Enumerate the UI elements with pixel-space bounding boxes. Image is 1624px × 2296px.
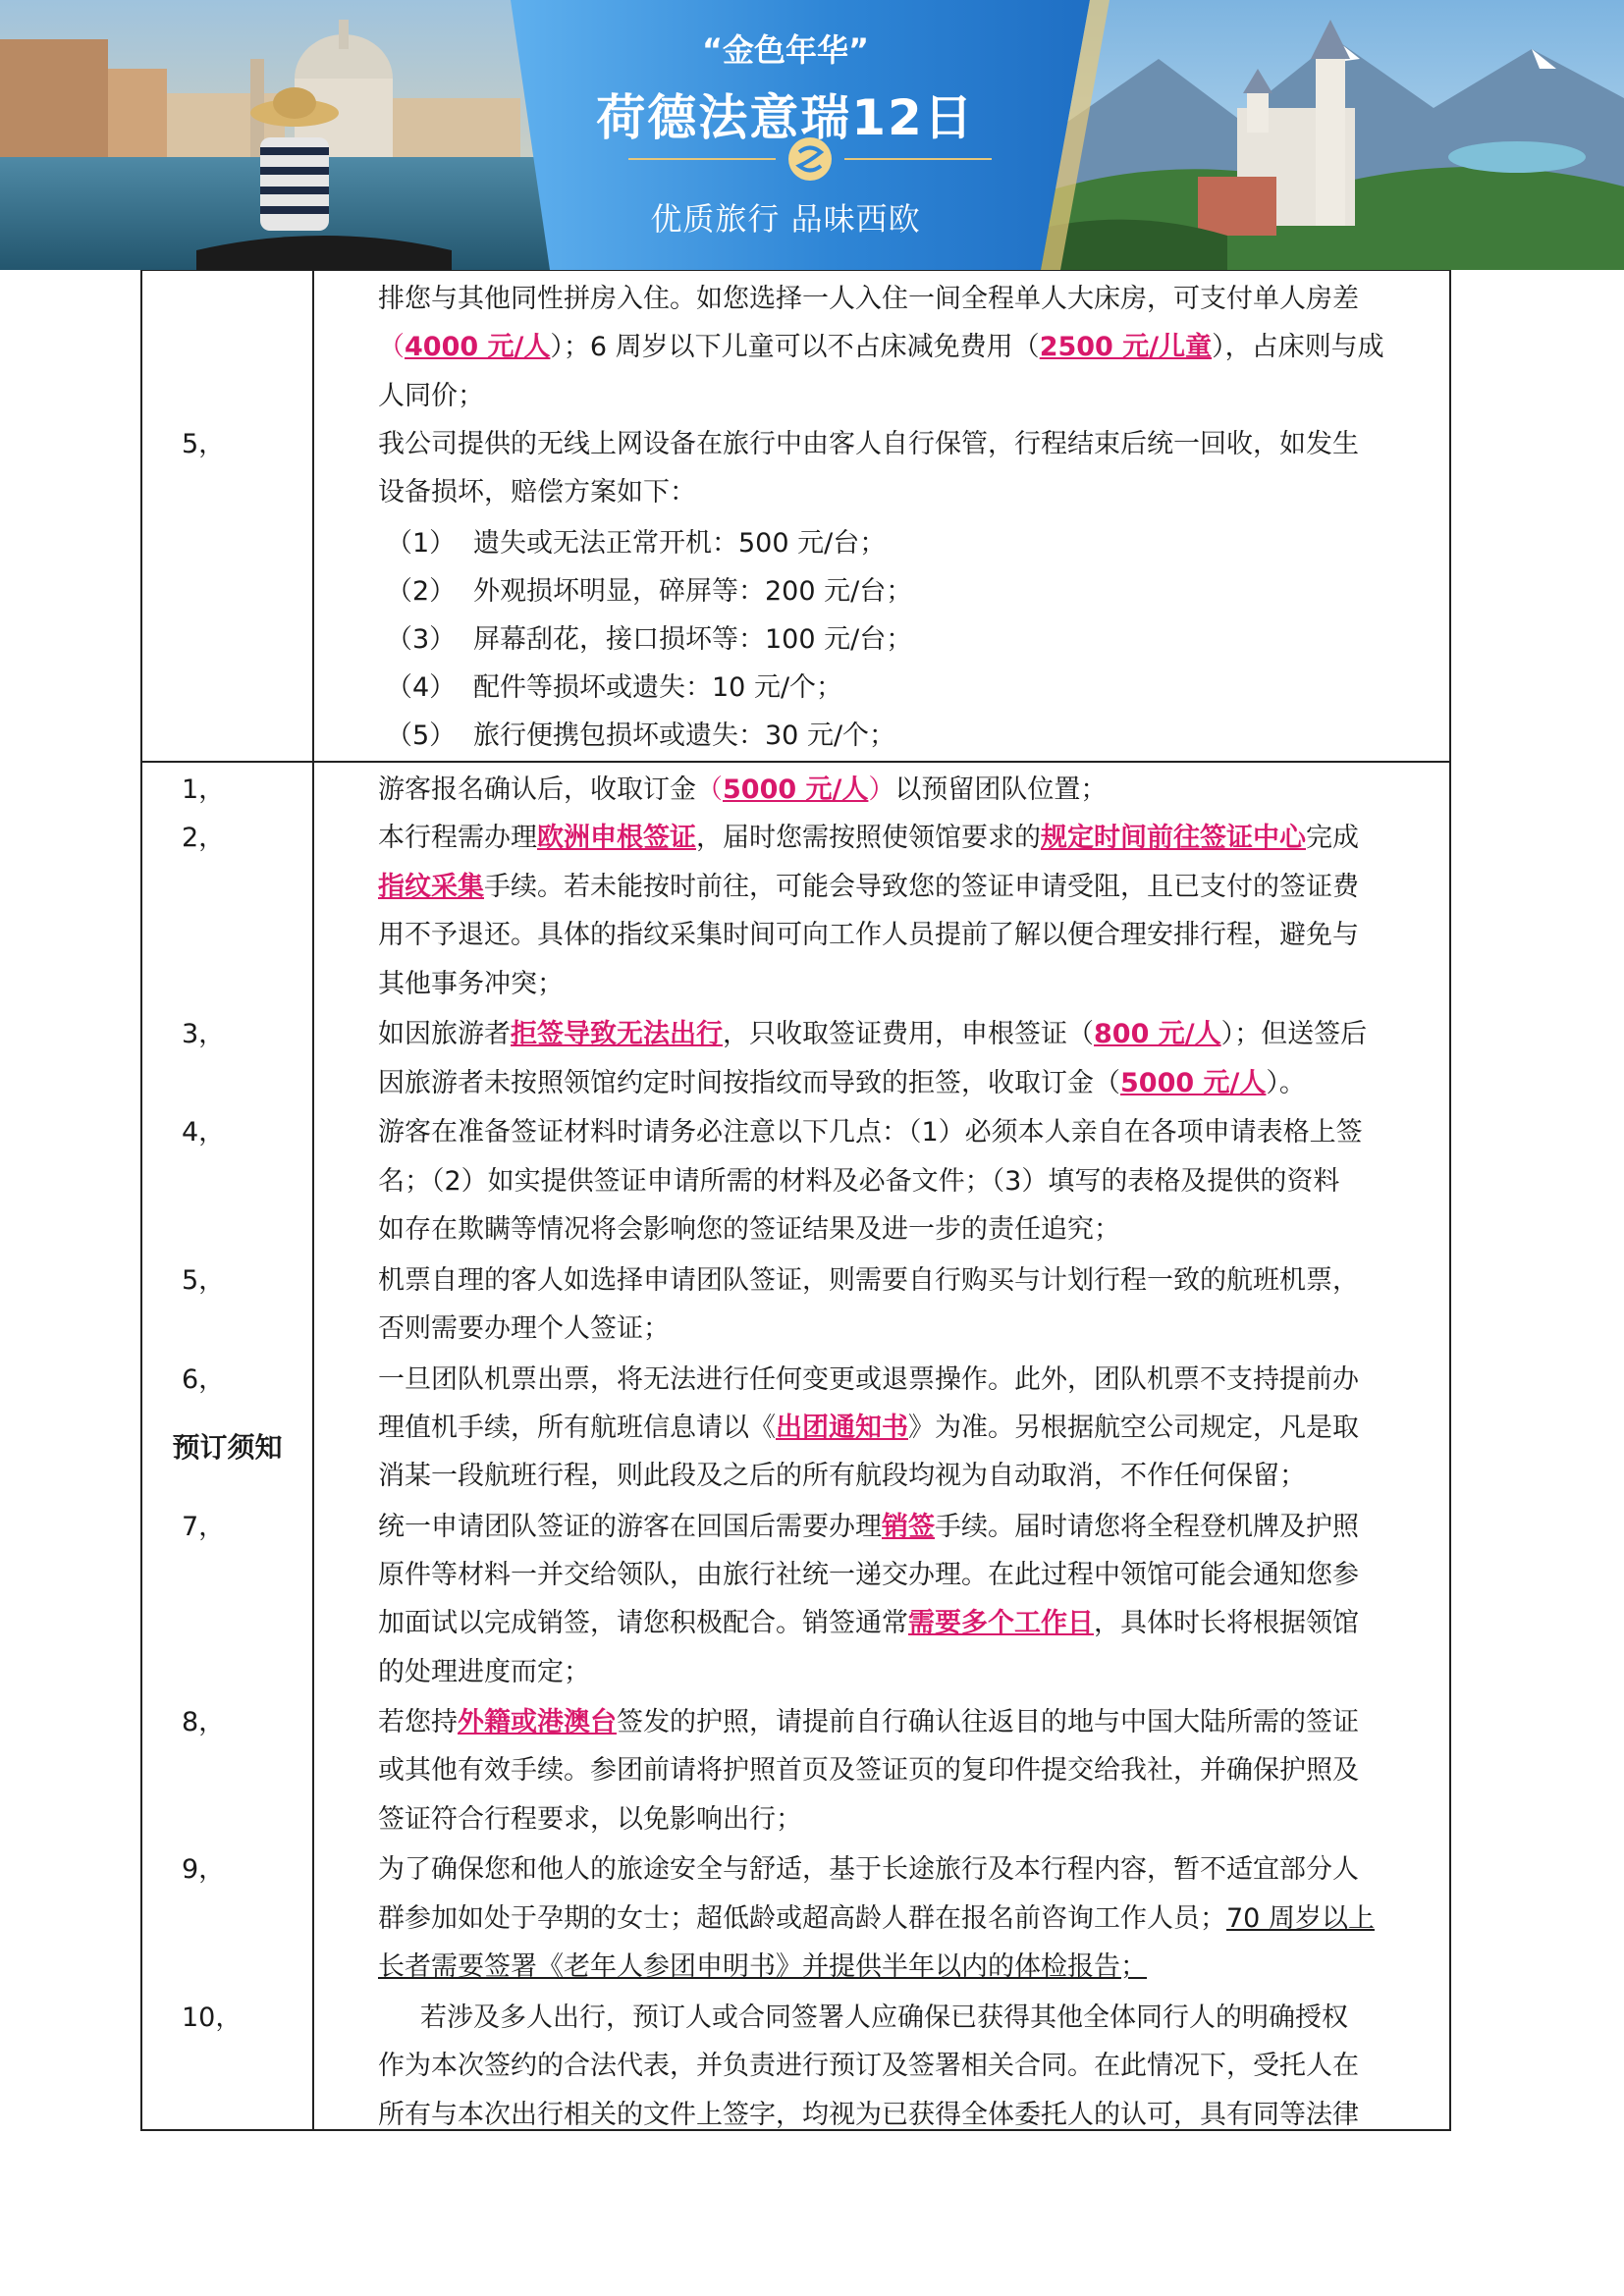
text-line: 排您与其他同性拼房入住。如您选择一人入住一间全程单人大床房，可支付单人房差	[378, 284, 1359, 314]
text-line: 若您持外籍或港澳台签发的护照，请提前自行确认往返目的地与中国大陆所需的签证	[378, 1707, 1359, 1737]
subitem-text: 旅行便携包损坏或遗失：30 元/个；	[473, 721, 896, 751]
banner-title: 荷德法意瑞12日	[596, 89, 975, 146]
text-line: 或其他有效手续。参团前请将护照首页及签证页的复印件提交给我社，并确保护照及	[378, 1755, 1359, 1786]
castle-scene	[1031, 0, 1624, 270]
text-line: 一旦团队机票出票，将无法进行任何变更或退票操作。此外，团队机票不支持提前办	[378, 1364, 1359, 1395]
text-line: 我公司提供的无线上网设备在旅行中由客人自行保管，行程结束后统一回收，如发生	[378, 429, 1359, 459]
text-line: 理值机手续，所有航班信息请以《出团通知书》为准。另根据航空公司规定，凡是取	[378, 1413, 1359, 1443]
text-line: 如因旅游者拒签导致无法出行，只收取签证费用，申根签证（800 元/人）；但送签后	[378, 1019, 1368, 1049]
item-number: 3，	[182, 1019, 226, 1049]
text-line: 机票自理的客人如选择申请团队签证，则需要自行购买与计划行程一致的航班机票，	[378, 1265, 1359, 1296]
subitem-text: 外观损坏明显，碎屏等：200 元/台；	[473, 576, 913, 607]
text-line: 消某一段航班行程，则此段及之后的所有航段均视为自动取消，不作任何保留；	[378, 1461, 1306, 1491]
text-line: 用不予退还。具体的指纹采集时间可向工作人员提前了解以便合理安排行程，避免与	[378, 920, 1359, 950]
text-line: （4000 元/人）；6 周岁以下儿童可以不占床减免费用（2500 元/儿童），占床则与成	[378, 332, 1384, 362]
item-number: 8，	[182, 1707, 226, 1737]
text-line: 为了确保您和他人的旅途安全与舒适，基于长途旅行及本行程内容，暂不适宜部分人	[378, 1854, 1359, 1885]
text-line: 游客在准备签证材料时请务必注意以下几点：（1）必须本人亲自在各项申请表格上签	[378, 1117, 1363, 1148]
child-discount-price: 2500 元/儿童	[1039, 332, 1213, 362]
banner-slogan: 优质旅行 品味西欧	[650, 200, 921, 238]
item-number: 4，	[182, 1117, 226, 1148]
text-line: 指纹采集手续。若未能按时前往，可能会导致您的签证申请受阻，且已支付的签证费	[378, 872, 1359, 902]
item-number: 5，	[182, 429, 226, 459]
item-number: 7，	[182, 1512, 226, 1542]
text-line: 若涉及多人出行，预订人或合同签署人应确保已获得其他全体同行人的明确授权	[420, 2002, 1348, 2033]
subitem-text: 屏幕刮花，接口损坏等：100 元/台；	[473, 624, 913, 655]
banner-subtitle: “金色年华”	[701, 31, 870, 69]
subitem-number: （2）	[386, 576, 457, 607]
subitem-number: （4）	[386, 672, 457, 703]
text-line: 人同价；	[378, 381, 484, 411]
header-banner	[0, 0, 1624, 270]
subitem-number: （5）	[386, 721, 457, 751]
item-number: 1，	[182, 774, 226, 805]
venice-scene	[0, 0, 589, 270]
text-line: 的处理进度而定；	[378, 1657, 590, 1687]
text-line: 统一申请团队签证的游客在回国后需要办理销签手续。届时请您将全程登机牌及护照	[378, 1512, 1359, 1542]
subitem-number: （3）	[386, 624, 457, 655]
text-line: 作为本次签约的合法代表，并负责进行预订及签署相关合同。在此情况下，受托人在	[378, 2051, 1359, 2081]
item-number: 2，	[182, 823, 226, 853]
text-line: 群参加如处于孕期的女士；超低龄或超高龄人群在报名前咨询工作人员；70 周岁以上	[378, 1903, 1375, 1934]
subitem-text: 遗失或无法正常开机：500 元/台；	[473, 528, 887, 559]
text-line: 签证符合行程要求，以免影响出行；	[378, 1804, 802, 1835]
deposit-price: 5000 元/人	[723, 774, 869, 805]
row-label-booking-notice: 预订须知	[142, 762, 314, 2129]
text-line: 加面试以完成销签，请您积极配合。销签通常需要多个工作日，具体时长将根据领馆	[378, 1608, 1359, 1638]
subitem-text: 配件等损坏或遗失：10 元/个；	[473, 672, 843, 703]
item-number: 5，	[182, 1265, 226, 1296]
row-label	[142, 271, 314, 761]
text-line: 设备损坏，赔偿方案如下：	[378, 477, 696, 507]
text-line: 否则需要办理个人签证；	[378, 1313, 670, 1344]
subitem-number: （1）	[386, 528, 457, 559]
item-number: 6，	[182, 1364, 226, 1395]
single-room-price: 4000 元/人	[405, 332, 551, 362]
text-line: 长者需要签署《老年人参团申明书》并提供半年以内的体检报告；	[378, 1951, 1147, 1982]
text-line: 游客报名确认后，收取订金（5000 元/人）以预留团队位置；	[378, 774, 1108, 805]
item-number: 10，	[182, 2002, 243, 2033]
item-number: 9，	[182, 1854, 226, 1885]
text-line: 名；（2）如实提供签证申请所需的材料及必备文件；（3）填写的表格及提供的资料	[378, 1166, 1340, 1197]
text-line: 其他事务冲突；	[378, 969, 564, 999]
text-line: 本行程需办理欧洲申根签证，届时您需按照使领馆要求的规定时间前往签证中心完成	[378, 823, 1359, 853]
text-line: 原件等材料一并交给领队，由旅行社统一递交办理。在此过程中领馆可能会通知您参	[378, 1560, 1359, 1590]
text-line: 如存在欺瞒等情况将会影响您的签证结果及进一步的责任追究；	[378, 1214, 1120, 1245]
text-line: 所有与本次出行相关的文件上签字，均视为已获得全体委托人的认可，具有同等法律	[378, 2100, 1359, 2130]
text-line: 因旅游者未按照领馆约定时间按指纹而导致的拒签，收取订金（5000 元/人）。	[378, 1068, 1306, 1098]
